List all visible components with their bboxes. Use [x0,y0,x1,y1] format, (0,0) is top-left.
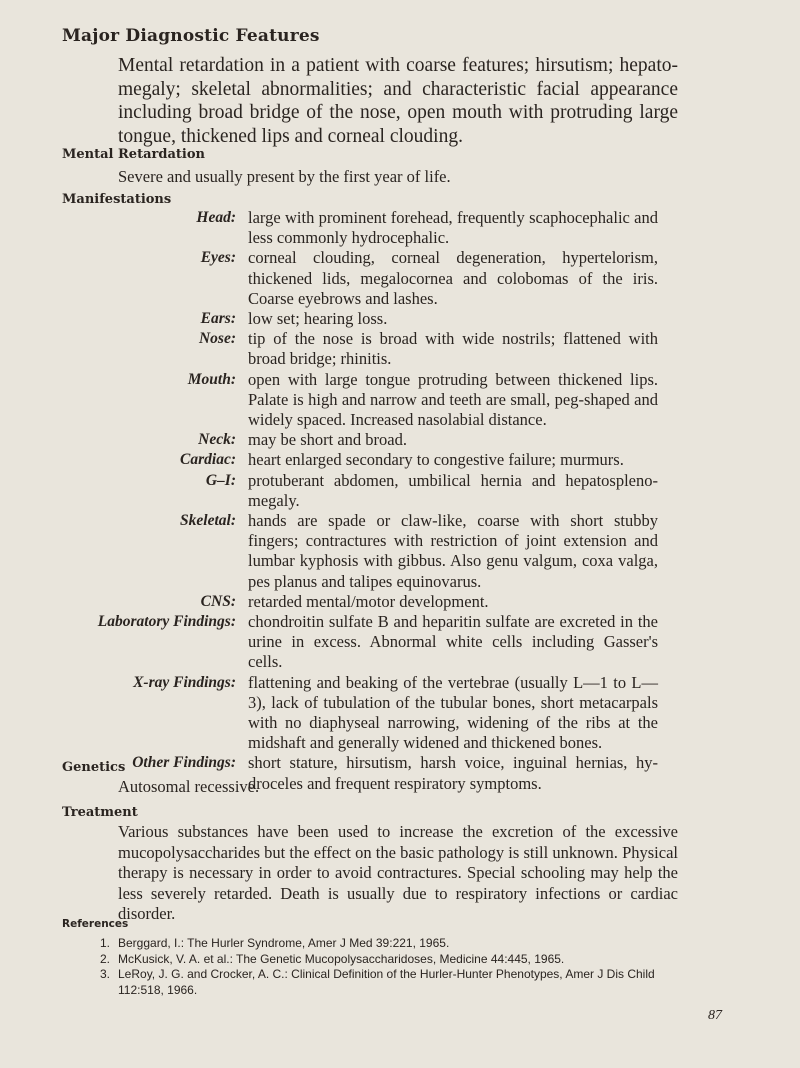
manifestation-label: G–I: [205,471,236,489]
manifestation-text: protuberant abdomen, umbilical hernia and hepatosplenomegaly. [248,470,658,510]
treatment-text: Various substances have been used to increase the excretion of the excessive mucopolysaccharides but the effect on the basic pathology is still unknown. Physical therapy is necessary in order to avoid contractures. Special schooling may help the less severely retarded. Death is usually due to respiratory infections or cardiac disorder. [118,822,678,923]
reference-number: 2. [100,951,111,966]
manifestation-text: open with large tongue protruding between thickened lips. Palate is high and narrow and teeth are small, peg-shaped and widely spaced. Increased nasolabial distance. [248,369,658,430]
mental-retardation-text: Severe and usually present by the first year of life. [118,167,451,186]
manifestation-label: X-ray Findings: [133,673,236,691]
section-heading-manifestations: Manifestations [62,192,172,207]
reference-text: Berggard, I.: The Hurler Syndrome, Amer J Med 39:221, 1965. [118,936,450,950]
manifestation-row-cns [62,592,682,612]
manifestation-text: short stature, hirsutism, harsh voice, inguinal hernias, hydroceles and frequent respiratory symptoms. [248,753,658,793]
manifestation-row-cardiac [62,450,682,470]
manifestation-label: Neck: [198,431,236,449]
manifestation-text: may be short and broad. [248,430,407,450]
manifestation-text: chondroitin sulfate B and heparitin sulfate are excreted in the urine in excess. Abnormal white cells including Gasser's cells. [248,612,658,672]
section-heading-mental-retardation: Mental Retardation [62,147,205,162]
reference-item [100,952,690,968]
manifestation-row-skeletal [62,511,682,592]
manifestation-text: hands are spade or claw-like, coarse with short stubby fingers; contractures with restriction of joint extension and lumbar kyphosis with gibbus. Also genu valgum, coxa valga, pes planus and talipes equinovarus. [248,511,658,591]
manifestation-text: corneal clouding, corneal degeneration, hypertelorism, thickened lids, megalocornea and colobomas of the iris. Coarse eyebrows and lashes. [248,248,658,308]
manifestation-text: low set; hearing loss. [248,309,388,329]
manifestation-row-mouth [62,370,682,431]
genetics-text: Autosomal recessive. [118,777,260,796]
manifestation-label: Head: [196,209,236,226]
references-list [100,936,690,998]
reference-number: 3. [100,967,111,981]
manifestation-row-laboratory [62,612,682,673]
manifestation-label: Eyes: [200,249,236,267]
manifestation-text: flattening and beaking of the vertebrae (usually L—1 to L—3), lack of tubulation of the tubular bones, short metacarpals with no diaphyseal narrowing, widening of the ribs at the midshaft and generally widened and thickened bones. [248,672,658,753]
manifestation-text: heart enlarged secondary to congestive failure; murmurs. [248,450,624,470]
reference-text: LeRoy, J. G. and Crocker, A. C.: Clinical Definition of the Hurler-Hunter Phenotypes, Amer J Dis Child 112:518, 1966. [118,967,655,997]
manifestation-row-xray [62,673,682,754]
reference-number: 1. [100,936,111,950]
section-heading-genetics: Genetics [62,760,126,775]
manifestation-label: CNS: [200,592,236,610]
manifestation-label: Cardiac: [180,451,236,469]
manifestation-text: large with prominent forehead, frequently scaphocephalic and less commonly hydrocephalic. [248,208,658,248]
manifestation-row-ears [62,309,682,329]
manifestation-row-nose [62,329,682,369]
manifestation-label: Skeletal: [180,512,236,530]
manifestation-label: Mouth: [187,370,236,388]
manifestation-row-head [62,208,682,248]
reference-item [100,936,690,952]
manifestation-label: Nose: [198,330,236,348]
manifestation-text: retarded mental/motor development. [248,591,489,611]
reference-text: McKusick, V. A. et al.: The Genetic Mucopolysaccharidoses, Medicine 44:445, 1965. [118,951,565,966]
section-heading-treatment: Treatment [62,805,138,820]
manifestation-row-gi [62,471,682,511]
section-heading-major-features: Major Diagnostic Features [62,26,320,46]
major-features-text: Mental retardation in a patient with coarse features; hirsutism; hepatomegaly; skeletal abnormalities; and characteristic facial appearance including broad bridge of the nose, open mouth with protruding large tongue, thickened lips and corneal clouding. [118,55,678,147]
manifestation-text: tip of the nose is broad with wide nostrils; flattened with broad bridge; rhinitis. [248,329,658,369]
references-heading: References [62,918,129,930]
manifestation-label: Ears: [200,310,236,328]
manifestation-row-eyes [62,248,682,309]
reference-item [100,967,690,998]
manifestation-label: Laboratory Findings: [97,613,236,631]
manifestation-label: Other Findings: [132,754,236,772]
page-number: 87 [708,1008,722,1023]
manifestations-list [62,208,682,794]
manifestation-row-neck [62,430,682,450]
